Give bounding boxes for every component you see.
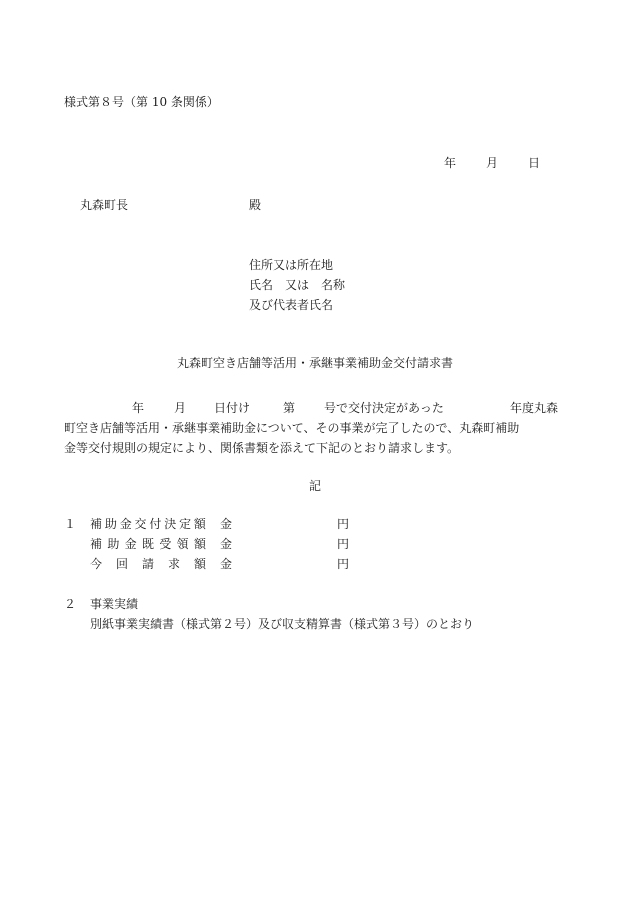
body-line-3: 金等交付規則の規定により、関係書類を添えて下記のとおり請求します。 <box>64 441 460 455</box>
body-line-1 <box>64 398 584 418</box>
label-char: 補 <box>90 537 103 551</box>
current-request-amount-kin: 金 <box>220 557 233 571</box>
label-char: 額 <box>193 517 206 531</box>
received-amount-yen: 円 <box>337 537 350 551</box>
decision-amount-kin: 金 <box>220 517 233 531</box>
date-month-label: 月 <box>486 156 499 170</box>
label-char: 領 <box>176 537 189 551</box>
body-fiscal-label: 年度丸森 <box>510 401 559 415</box>
current-request-amount-yen: 円 <box>337 557 350 571</box>
body-line-2: 町空き店舗等活用・承継事業補助金について、その事業が完了したので、丸森町補助 <box>64 421 520 435</box>
applicant-name-label: 氏名 又は 名称 <box>249 278 346 292</box>
ki-heading: 記 <box>308 479 321 493</box>
decision-amount-yen: 円 <box>337 517 350 531</box>
request-body-text <box>64 398 584 458</box>
current-request-amount-label <box>90 558 206 570</box>
label-char: 請 <box>141 557 154 571</box>
label-char: 受 <box>159 537 172 551</box>
label-char: 定 <box>179 517 192 531</box>
label-char: 補 <box>90 517 103 531</box>
addressee-mayor: 丸森町長 <box>80 198 129 212</box>
applicant-address-label: 住所又は所在地 <box>249 258 334 272</box>
body-dated-label: 日付け <box>214 401 251 415</box>
item2-detail: 別紙事業実績書（様式第２号）及び収支精算書（様式第３号）のとおり <box>90 617 475 631</box>
body-go-label: 号で交付決定があった <box>324 401 444 415</box>
addressee-honorific: 殿 <box>249 198 262 212</box>
item2-heading: 事業実績 <box>90 597 139 611</box>
label-char: 決 <box>164 517 177 531</box>
label-char: 既 <box>141 537 154 551</box>
body-month-label: 月 <box>174 401 187 415</box>
label-char: 今 <box>90 557 103 571</box>
label-char: 助 <box>104 517 117 531</box>
received-amount-label <box>90 538 206 550</box>
date-year-label: 年 <box>444 156 457 170</box>
label-char: 金 <box>119 517 132 531</box>
label-char: 交 <box>134 517 147 531</box>
received-amount-kin: 金 <box>220 537 233 551</box>
label-char: 求 <box>167 557 180 571</box>
label-char: 額 <box>193 557 206 571</box>
label-char: 額 <box>193 537 206 551</box>
body-dai-label: 第 <box>283 401 296 415</box>
applicant-representative-label: 及び代表者氏名 <box>249 298 334 312</box>
document-title: 丸森町空き店舗等活用・承継事業補助金交付請求書 <box>176 356 453 370</box>
form-number: 様式第８号（第 10 条関係） <box>64 95 219 109</box>
decision-amount-label <box>90 518 206 530</box>
item2-number: ２ <box>64 597 77 611</box>
label-char: 回 <box>115 557 128 571</box>
label-char: 助 <box>107 537 120 551</box>
label-char: 金 <box>124 537 137 551</box>
body-year-label: 年 <box>132 401 145 415</box>
date-day-label: 日 <box>528 156 541 170</box>
label-char: 付 <box>149 517 162 531</box>
item1-number: １ <box>64 517 77 531</box>
